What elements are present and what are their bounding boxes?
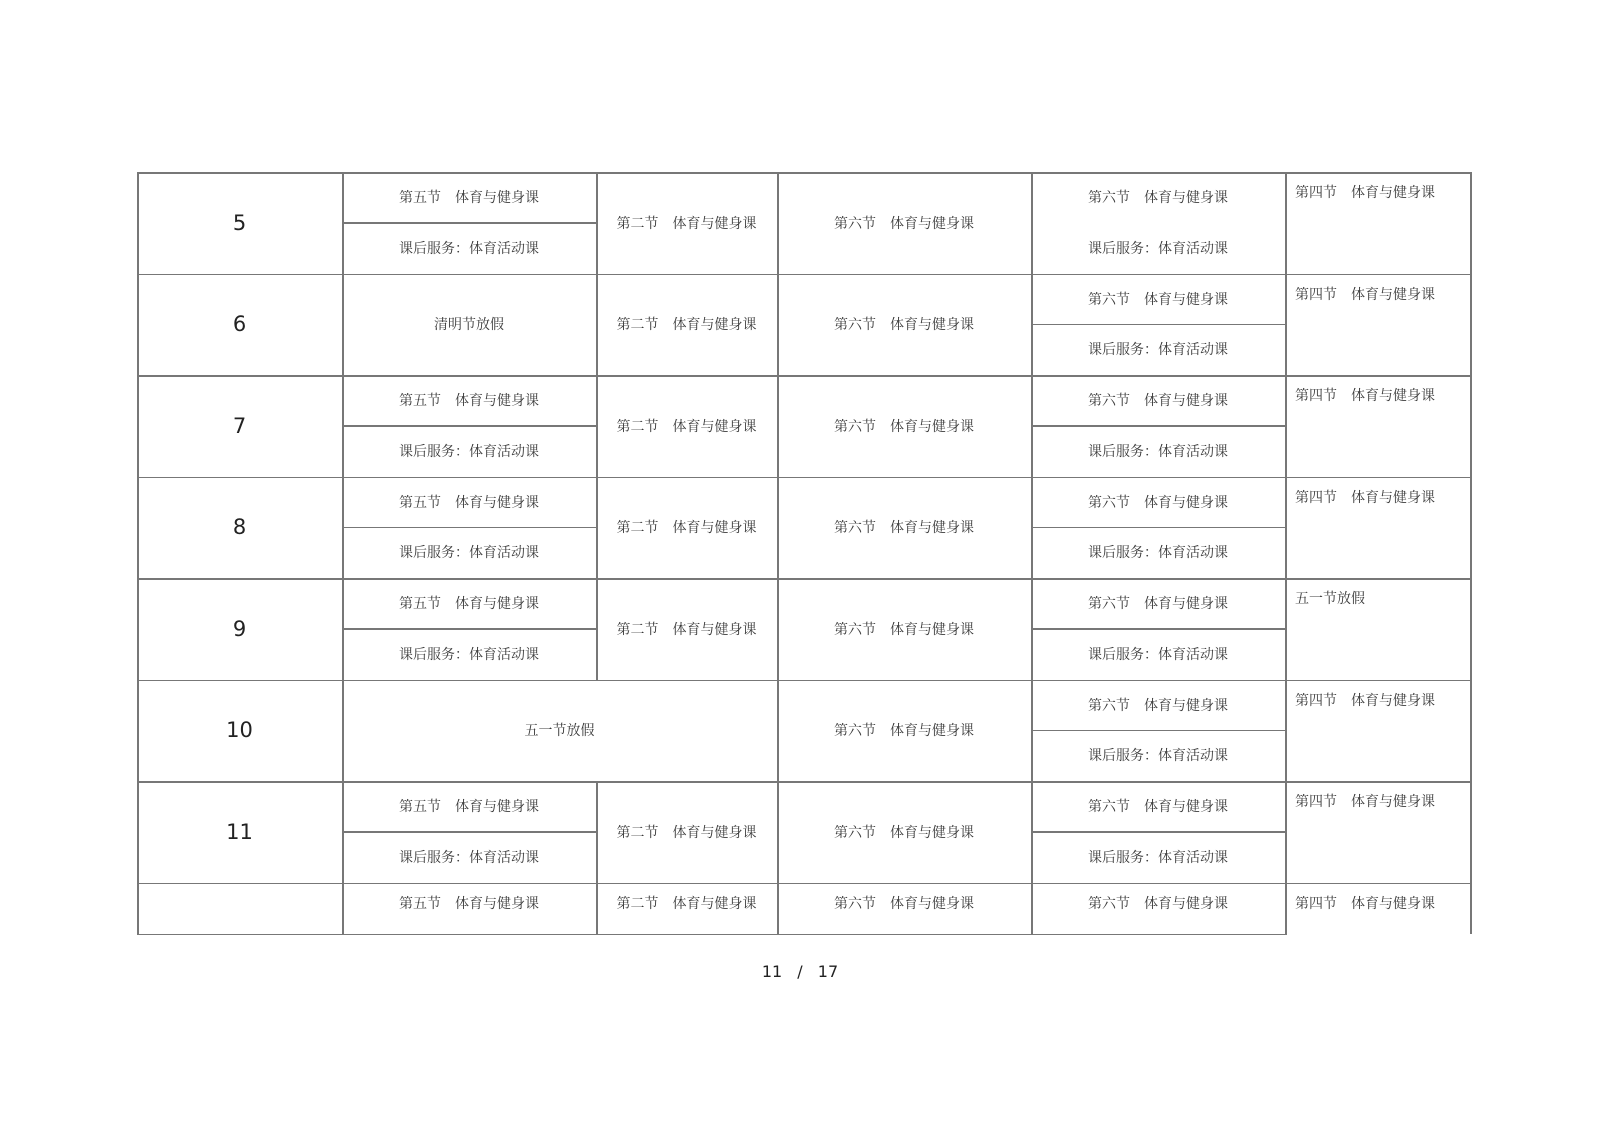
thursday-class: 第六节 体育与健身课 xyxy=(1088,895,1228,912)
monday-after-school: 课后服务：体育活动课 xyxy=(399,443,539,460)
friday-class: 五一节放假 xyxy=(1295,591,1365,607)
friday-class: 第四节 体育与健身课 xyxy=(1295,489,1435,506)
page-indicator xyxy=(0,962,1600,981)
monday-after-school: 课后服务：体育活动课 xyxy=(399,545,539,562)
monday-after-school: 课后服务：体育活动课 xyxy=(399,849,539,866)
friday-class: 第四节 体育与健身课 xyxy=(1295,794,1435,810)
page-total: 17 xyxy=(817,962,839,981)
friday-class: 第四节 体育与健身课 xyxy=(1295,895,1435,912)
holiday-cell: 清明节放假 xyxy=(434,317,504,334)
week-number: 9 xyxy=(232,616,247,641)
wednesday-class: 第六节 体育与健身课 xyxy=(834,215,974,232)
tuesday-class: 第二节 体育与健身课 xyxy=(616,317,757,334)
monday-class: 第五节 体育与健身课 xyxy=(399,393,539,409)
col-border xyxy=(1470,274,1472,377)
col-border xyxy=(1470,477,1472,580)
week-number: 11 xyxy=(226,819,253,844)
monday-class: 第五节 体育与健身课 xyxy=(399,596,539,612)
col-border xyxy=(1470,172,1472,275)
friday-class: 第四节 体育与健身课 xyxy=(1295,692,1435,709)
week-number: 10 xyxy=(226,718,253,743)
tuesday-class: 第二节 体育与健身课 xyxy=(616,824,757,841)
tuesday-class: 第二节 体育与健身课 xyxy=(616,418,757,435)
page-current: 11 xyxy=(761,962,783,981)
thursday-class: 第六节 体育与健身课 xyxy=(1088,494,1228,511)
monday-after-school: 课后服务：体育活动课 xyxy=(399,646,539,663)
week-number: 6 xyxy=(232,312,247,337)
thursday-after-school: 课后服务：体育活动课 xyxy=(1088,342,1228,359)
col-border xyxy=(1470,375,1472,478)
thursday-after-school: 课后服务：体育活动课 xyxy=(1088,545,1228,562)
week-number: 8 xyxy=(232,515,247,540)
thursday-after-school: 课后服务：体育活动课 xyxy=(1088,646,1228,663)
week-number xyxy=(137,883,342,934)
thursday-class: 第六节 体育与健身课 xyxy=(1088,393,1228,409)
tuesday-class: 第二节 体育与健身课 xyxy=(616,895,757,912)
col-border xyxy=(1470,578,1472,681)
tuesday-class: 第二节 体育与健身课 xyxy=(616,621,757,638)
friday-class: 第四节 体育与健身课 xyxy=(1295,185,1435,201)
thursday-after-school: 课后服务：体育活动课 xyxy=(1088,240,1228,257)
monday-class: 第五节 体育与健身课 xyxy=(399,494,539,511)
tuesday-class: 第二节 体育与健身课 xyxy=(616,215,757,232)
monday-after-school: 课后服务：体育活动课 xyxy=(399,240,539,257)
col-border xyxy=(1470,883,1472,934)
thursday-class: 第六节 体育与健身课 xyxy=(1088,799,1228,815)
thursday-after-school: 课后服务：体育活动课 xyxy=(1088,443,1228,460)
col-border xyxy=(1470,680,1472,783)
wednesday-class: 第六节 体育与健身课 xyxy=(834,824,974,841)
monday-class: 第五节 体育与健身课 xyxy=(399,895,539,912)
wednesday-class: 第六节 体育与健身课 xyxy=(834,317,974,334)
thursday-class: 第六节 体育与健身课 xyxy=(1088,291,1228,308)
thursday-after-school: 课后服务：体育活动课 xyxy=(1088,748,1228,765)
thursday-class: 第六节 体育与健身课 xyxy=(1088,697,1228,714)
week-number: 5 xyxy=(232,210,247,235)
wednesday-class: 第六节 体育与健身课 xyxy=(834,520,974,537)
thursday-class: 第六节 体育与健身课 xyxy=(1088,596,1228,612)
tuesday-class: 第二节 体育与健身课 xyxy=(616,520,757,537)
wednesday-class: 第六节 体育与健身课 xyxy=(834,621,974,638)
thursday-class: 第六节 体育与健身课 xyxy=(1088,190,1228,206)
week-number: 7 xyxy=(232,413,247,438)
wednesday-class: 第六节 体育与健身课 xyxy=(834,895,974,912)
wednesday-class: 第六节 体育与健身课 xyxy=(834,418,974,435)
holiday-cell: 五一节放假 xyxy=(524,723,595,740)
wednesday-class: 第六节 体育与健身课 xyxy=(834,723,974,740)
row-border xyxy=(137,934,1285,936)
monday-class: 第五节 体育与健身课 xyxy=(399,190,539,206)
thursday-after-school: 课后服务：体育活动课 xyxy=(1088,849,1228,866)
page-separator: / xyxy=(797,962,803,981)
col-border xyxy=(1470,781,1472,884)
monday-class: 第五节 体育与健身课 xyxy=(399,799,539,815)
friday-class: 第四节 体育与健身课 xyxy=(1295,286,1435,303)
friday-class: 第四节 体育与健身课 xyxy=(1295,388,1435,404)
